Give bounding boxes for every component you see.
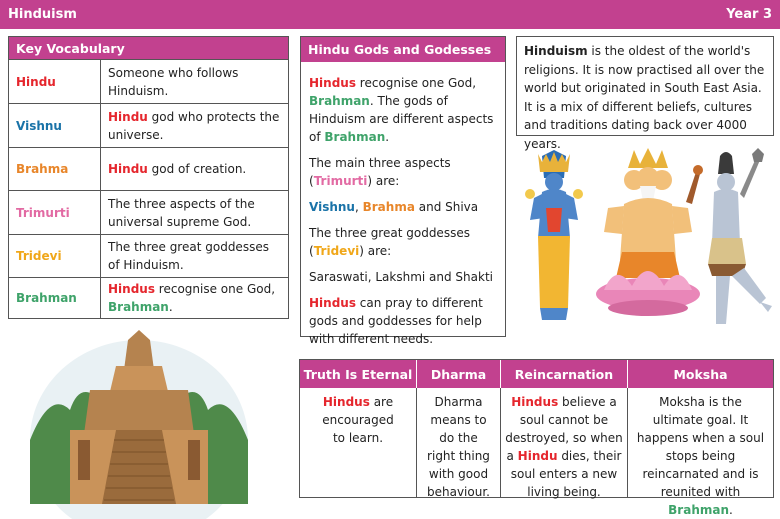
temple-illustration xyxy=(30,330,248,504)
vocab-row xyxy=(9,277,288,318)
hinduism-intro-box: Hinduism is the oldest of the world's religions. It is now practised all over the world but originated in South East Asia. It is a mix of different beliefs, cultures and traditions dating back over 4000 years. xyxy=(516,36,774,136)
vocab-row xyxy=(9,147,288,190)
vocab-title: Key Vocabulary xyxy=(9,37,288,59)
vocab-definition: Hindu god who protects the universe. xyxy=(108,109,280,142)
vocab-definition: Hindus recognise one God, Brahman. xyxy=(108,282,276,314)
vocab-definition: Someone who follows Hinduism. xyxy=(108,65,239,98)
vocab-row xyxy=(9,103,288,147)
concepts-table xyxy=(299,359,774,517)
table-header: Moksha xyxy=(628,360,773,388)
table-cell: Dharma means to do the right thing with good behaviour. xyxy=(417,388,501,498)
vocab-term: Brahma xyxy=(9,148,101,190)
year-label: Year 3 xyxy=(726,7,772,22)
gods-paragraph: The three great goddesses (Tridevi) are: xyxy=(309,226,470,258)
vocab-definition: Hindu god of creation. xyxy=(108,162,247,176)
table-header: Dharma xyxy=(417,360,501,388)
vocab-definition: The three aspects of the universal supreme God. xyxy=(108,196,255,229)
table-header: Reincarnation xyxy=(501,360,628,388)
shiva-figure xyxy=(708,148,772,324)
gods-paragraph: Hindus can pray to different gods and goddesses for help with different needs. xyxy=(309,296,483,346)
title-bar xyxy=(0,0,780,29)
table-cell: Hindus believe a soul cannot be destroyed, so when a Hindu dies, their soul enters a new living being. xyxy=(501,388,628,498)
hindu-gods-box xyxy=(300,36,506,346)
gods-paragraph: The main three aspects (Trimurti) are: xyxy=(309,156,451,188)
vocab-term: Vishnu xyxy=(9,104,101,147)
table-header-row xyxy=(300,360,773,388)
table-header: Truth Is Eternal xyxy=(300,360,417,388)
gods-paragraph: Vishnu, Brahma and Shiva xyxy=(309,200,479,214)
table-cell: Moksha is the ultimate goal. It happens when a soul stops being reincarnated and is reunited with Brahman. xyxy=(636,395,765,517)
gods-body xyxy=(301,62,505,348)
vocab-term: Tridevi xyxy=(9,235,101,277)
vocab-term: Brahman xyxy=(9,278,101,318)
key-vocabulary-box xyxy=(8,36,289,319)
table-row xyxy=(300,388,773,517)
gods-paragraph: Saraswati, Lakshmi and Shakti xyxy=(309,270,493,284)
vocab-term: Hindu xyxy=(9,60,101,103)
page-title: Hinduism xyxy=(8,7,77,22)
gods-title: Hindu Gods and Godesses xyxy=(301,37,505,62)
vocab-row xyxy=(9,59,288,103)
hindu-gods-illustration xyxy=(520,148,778,334)
vocab-row xyxy=(9,234,288,277)
vocab-definition: The three great goddesses of Hinduism. xyxy=(108,240,269,272)
table-cell: Hindus are encouraged to learn. xyxy=(300,388,417,498)
vocab-term: Trimurti xyxy=(9,191,101,234)
gods-paragraph: Hindus recognise one God, Brahman. The gods of Hinduism are different aspects of Brahman. xyxy=(309,76,494,144)
vishnu-figure xyxy=(525,150,583,320)
vocab-row xyxy=(9,190,288,234)
brahma-figure xyxy=(596,148,703,316)
